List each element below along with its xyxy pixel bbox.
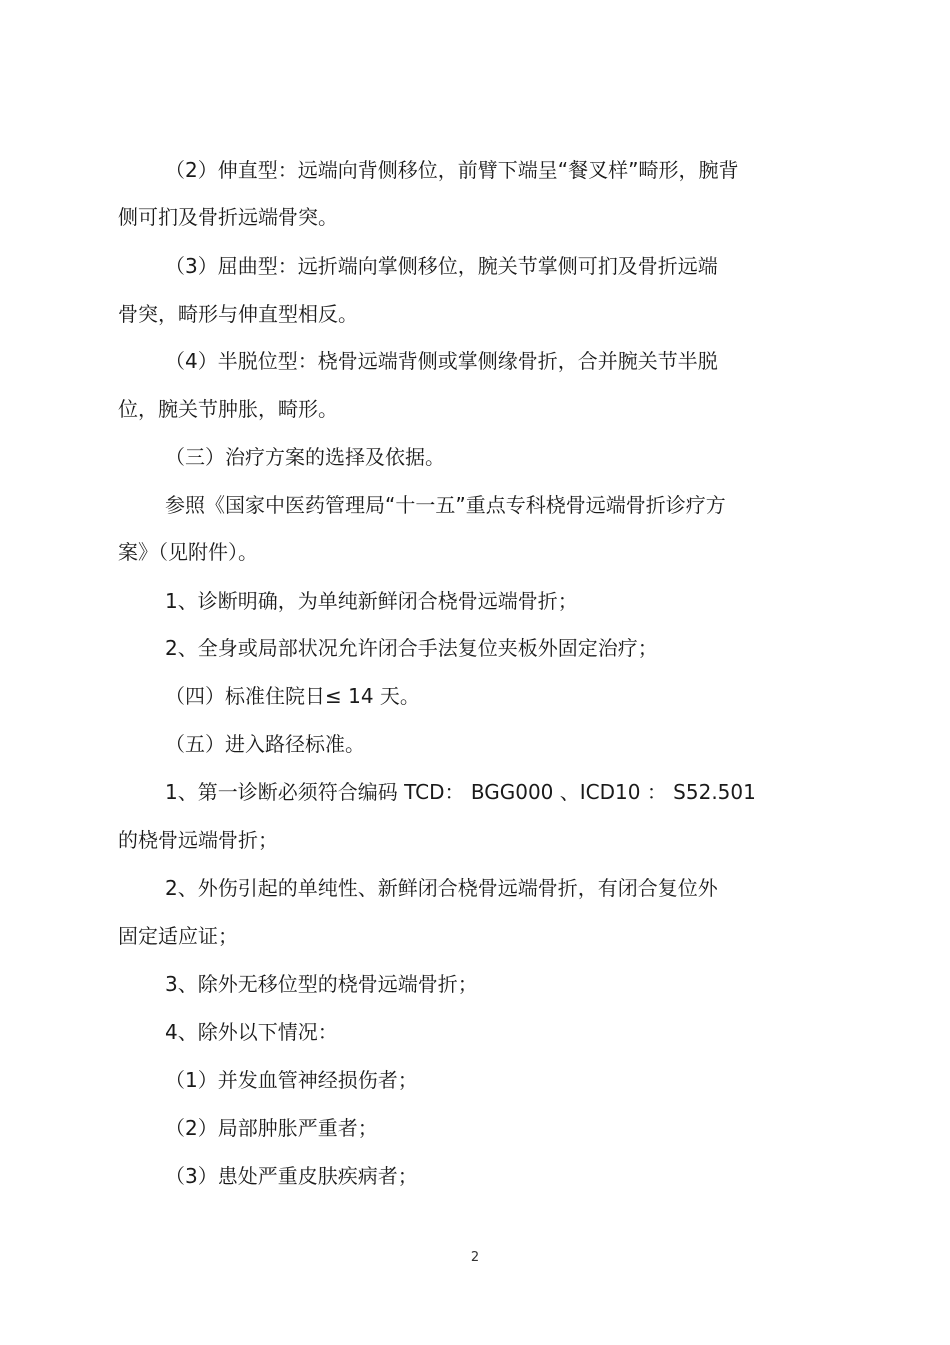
list-item: 1、诊断明确，为单纯新鲜闭合桡骨远端骨折；: [165, 589, 578, 613]
page-number: 2: [470, 1250, 480, 1265]
paragraph-line: 骨突，畸形与伸直型相反。: [118, 302, 358, 326]
paragraph-line: 案》（见附件）。: [118, 540, 258, 564]
list-item: 3、除外无移位型的桡骨远端骨折；: [165, 972, 478, 996]
paragraph-line: （2）伸直型：远端向背侧移位，前臂下端呈“餐叉样”畸形，腕背: [165, 158, 739, 182]
paragraph-line: 侧可扪及骨折远端骨突。: [118, 205, 338, 229]
paragraph-line: 参照《国家中医药管理局“十一五”重点专科桡骨远端骨折诊疗方: [165, 493, 726, 517]
section-heading: （五）进入路径标准。: [165, 732, 365, 756]
list-item: （2）局部肿胀严重者；: [165, 1116, 378, 1140]
list-item: 1、第一诊断必须符合编码 TCD： BGG000 、ICD10 ： S52.501: [165, 780, 756, 804]
list-item: 4、除外以下情况：: [165, 1020, 338, 1044]
section-heading: （四）标准住院日≤ 14 天。: [165, 684, 420, 708]
list-item: 2、全身或局部状况允许闭合手法复位夹板外固定治疗；: [165, 636, 658, 660]
paragraph-line: （4）半脱位型：桡骨远端背侧或掌侧缘骨折，合并腕关节半脱: [165, 349, 718, 373]
section-heading: （三）治疗方案的选择及依据。: [165, 445, 445, 469]
list-item: （1）并发血管神经损伤者；: [165, 1068, 418, 1092]
paragraph-line: 的桡骨远端骨折；: [118, 828, 278, 852]
paragraph-line: 位，腕关节肿胀，畸形。: [118, 397, 338, 421]
paragraph-line: 固定适应证；: [118, 924, 238, 948]
list-item: 2、外伤引起的单纯性、新鲜闭合桡骨远端骨折，有闭合复位外: [165, 876, 718, 900]
paragraph-line: （3）屈曲型：远折端向掌侧移位，腕关节掌侧可扪及骨折远端: [165, 254, 718, 278]
list-item: （3）患处严重皮肤疾病者；: [165, 1164, 418, 1188]
